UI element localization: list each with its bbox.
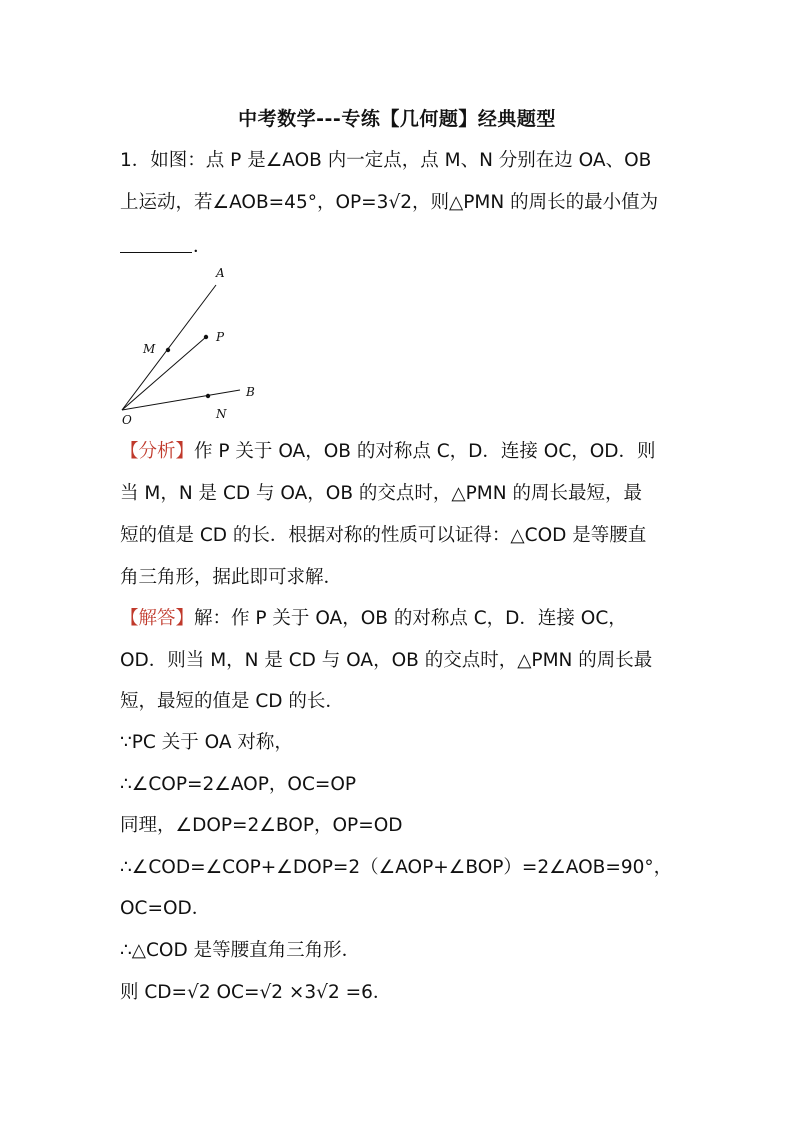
analysis-line-1 [120, 440, 656, 464]
answer-line-3: 短，最短的值是 CD 的长． [120, 691, 344, 712]
analysis-line-4: 角三角形，据此即可求解． [120, 567, 343, 588]
answer-line-7: ∴∠COD=∠COP+∠DOP=2（∠AOP+∠BOP）=2∠AOB=90°， [120, 857, 673, 878]
label-b: B [246, 385, 255, 399]
answer-blank [120, 252, 192, 253]
analysis-tag: 【分析】 [120, 441, 195, 462]
label-p: P [216, 330, 225, 344]
answer-line-4: ∵PC 关于 OA 对称， [120, 732, 293, 753]
analysis-line-3: 短的值是 CD 的长．根据对称的性质可以证得：△COD 是等腰直 [120, 525, 647, 546]
answer-line-1 [120, 607, 627, 631]
problem-line-2: 上运动，若∠AOB=45°，OP=3√2，则△PMN 的周长的最小值为 [120, 192, 659, 213]
label-o: O [122, 413, 132, 427]
ray-oa [122, 285, 216, 410]
label-a: A [216, 266, 225, 280]
page-title: 中考数学---专练【几何题】经典题型 [238, 108, 556, 130]
label-m: M [143, 342, 156, 356]
answer-line-9: ∴△COD 是等腰直角三角形． [120, 940, 361, 961]
answer-line-10: 则 CD=√2 OC=√2 ×3√2 =6． [120, 982, 392, 1003]
answer-line-5: ∴∠COP=2∠AOP，OC=OP [120, 774, 357, 795]
label-n: N [216, 407, 227, 421]
answer-line-6: 同理，∠DOP=2∠BOP，OP=OD [120, 815, 403, 836]
problem-line-1: 1．如图：点 P 是∠AOB 内一定点，点 M、N 分别在边 OA、OB [120, 150, 652, 171]
angle-figure [118, 262, 278, 432]
answer-line-2: OD．则当 M，N 是 CD 与 OA，OB 的交点时，△PMN 的周长最 [120, 650, 653, 671]
point-p [204, 335, 208, 339]
point-m [166, 348, 170, 352]
answer-text-1: 解：作 P 关于 OA，OB 的对称点 C，D．连接 OC， [194, 608, 627, 629]
point-n [206, 394, 210, 398]
ray-op [122, 337, 206, 410]
answer-line-8: OC=OD． [120, 898, 211, 919]
answer-tag: 【解答】 [120, 608, 195, 629]
analysis-text-1: 作 P 关于 OA，OB 的对称点 C，D．连接 OC，OD．则 [194, 441, 656, 462]
analysis-line-2: 当 M，N 是 CD 与 OA，OB 的交点时，△PMN 的周长最短，最 [120, 483, 642, 504]
problem-tail: ． [193, 236, 211, 257]
